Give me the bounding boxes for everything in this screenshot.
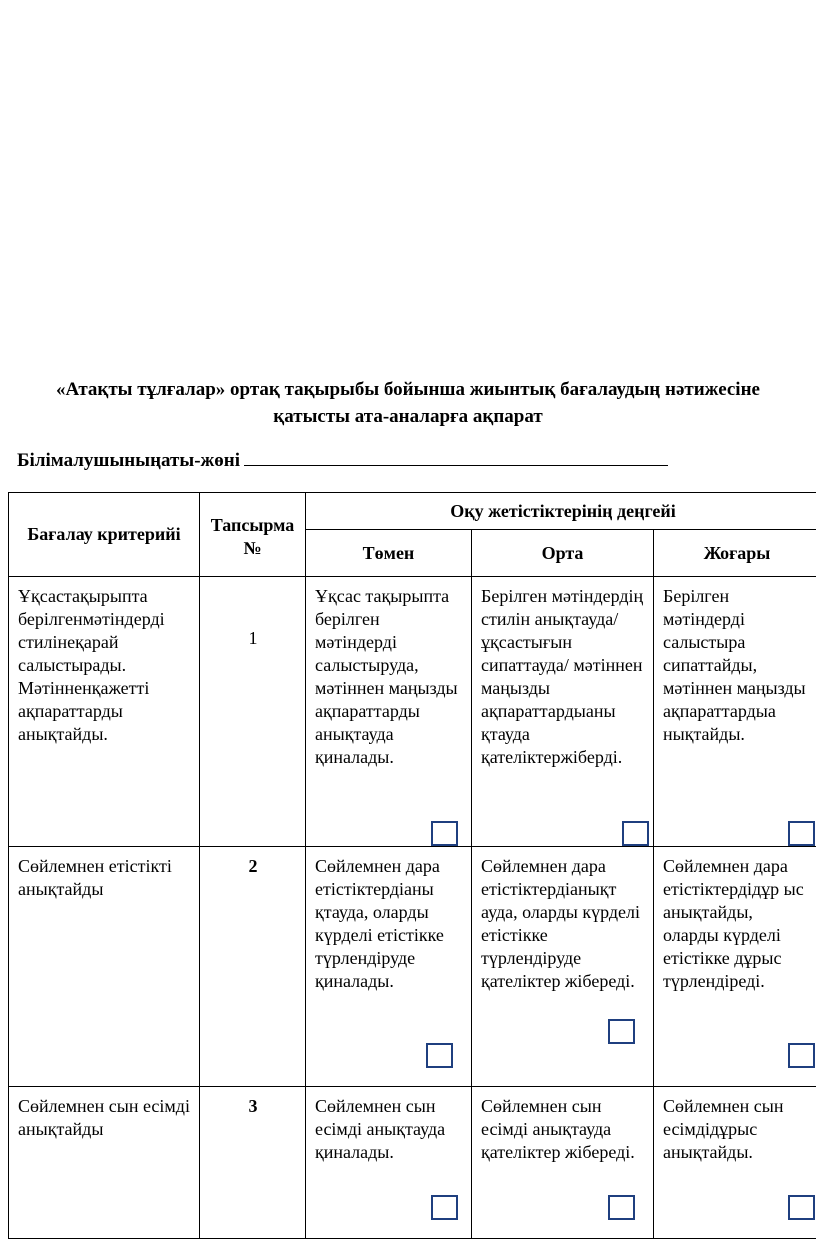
level-low-cell [306, 847, 472, 1087]
header-high: Жоғары [654, 530, 816, 577]
criteria-text: Ұқсастақырыпта берілгенмәтіндерді стилінеқарай салыстырады. Мәтінненқажетті ақпараттарды анықтайды. [18, 586, 165, 744]
checkbox[interactable] [426, 1043, 453, 1068]
level-mid-cell [472, 1087, 654, 1239]
level-mid-cell [472, 847, 654, 1087]
checkbox[interactable] [608, 1019, 635, 1044]
student-name-label: Білімалушыныңаты-жөні [17, 450, 241, 471]
checkbox[interactable] [788, 821, 815, 846]
header-levels: Оқу жетістіктерінің деңгейі [306, 493, 816, 530]
level-high-cell [654, 1087, 816, 1239]
header-low: Төмен [306, 530, 472, 577]
checkbox[interactable] [608, 1195, 635, 1220]
level-mid-text: Берілген мәтіндердің стилін анықтауда/ ұқсастығын сипаттауда/ мәтіннен маңызды ақпараттардыаны қтауда қателіктержіберді. [481, 586, 644, 767]
task-number: 1 [200, 577, 306, 847]
table-row [9, 1087, 816, 1239]
checkbox[interactable] [431, 821, 458, 846]
header-task: Тапсырма № [200, 493, 306, 577]
title-line-1: «Атақты тұлғалар» ортақ тақырыбы бойынша жиынтық бағалаудың нәтижесіне [56, 379, 760, 400]
level-low-text: Ұқсас тақырыпта берілген мәтіндерді салыстыруда, мәтіннен маңызды ақпараттарды анықтауда қиналады. [315, 586, 458, 767]
checkbox[interactable] [622, 821, 649, 846]
level-mid-text: Сөйлемнен сын есімді анықтауда қателіктер жібереді. [481, 1096, 635, 1162]
student-name-blank[interactable] [244, 447, 668, 466]
criteria-cell [9, 577, 200, 847]
title-line-2: қатысты ата-аналарға ақпарат [273, 406, 543, 427]
level-high-cell [654, 577, 816, 847]
student-name-row [17, 447, 668, 472]
criteria-cell [9, 1087, 200, 1239]
checkbox[interactable] [788, 1195, 815, 1220]
task-number: 2 [200, 847, 306, 1087]
checkbox[interactable] [788, 1043, 815, 1068]
task-number: 3 [200, 1087, 306, 1239]
criteria-text: Сөйлемнен етістікті анықтайды [18, 856, 172, 899]
criteria-text: Сөйлемнен сын есімді анықтайды [18, 1096, 190, 1139]
level-high-cell [654, 847, 816, 1087]
level-high-text: Сөйлемнен дара етістіктердідұр ыс анықтайды, оларды күрделі етістікке дұрыс түрлендіреді. [663, 856, 804, 991]
level-mid-text: Сөйлемнен дара етістіктердіанықт ауда, оларды күрделі етістікке түрлендіруде қателіктер жібереді. [481, 856, 640, 991]
assessment-table [8, 492, 816, 1239]
document-title [0, 376, 816, 430]
level-high-text: Сөйлемнен сын есімдідұрыс анықтайды. [663, 1096, 784, 1162]
criteria-cell [9, 847, 200, 1087]
header-mid: Орта [472, 530, 654, 577]
level-low-cell [306, 1087, 472, 1239]
level-low-text: Сөйлемнен дара етістіктердіаны қтауда, оларды күрделі етістікке түрлендіруде қиналады. [315, 856, 444, 991]
checkbox[interactable] [431, 1195, 458, 1220]
level-high-text: Берілген мәтіндерді салыстыра сипаттайды, мәтіннен маңызды ақпараттардыа нықтайды. [663, 586, 806, 744]
table-row [9, 577, 816, 847]
level-low-text: Сөйлемнен сын есімді анықтауда қиналады. [315, 1096, 446, 1162]
level-low-cell [306, 577, 472, 847]
header-criteria: Бағалау критерийі [9, 493, 200, 577]
level-mid-cell [472, 577, 654, 847]
table-row [9, 847, 816, 1087]
